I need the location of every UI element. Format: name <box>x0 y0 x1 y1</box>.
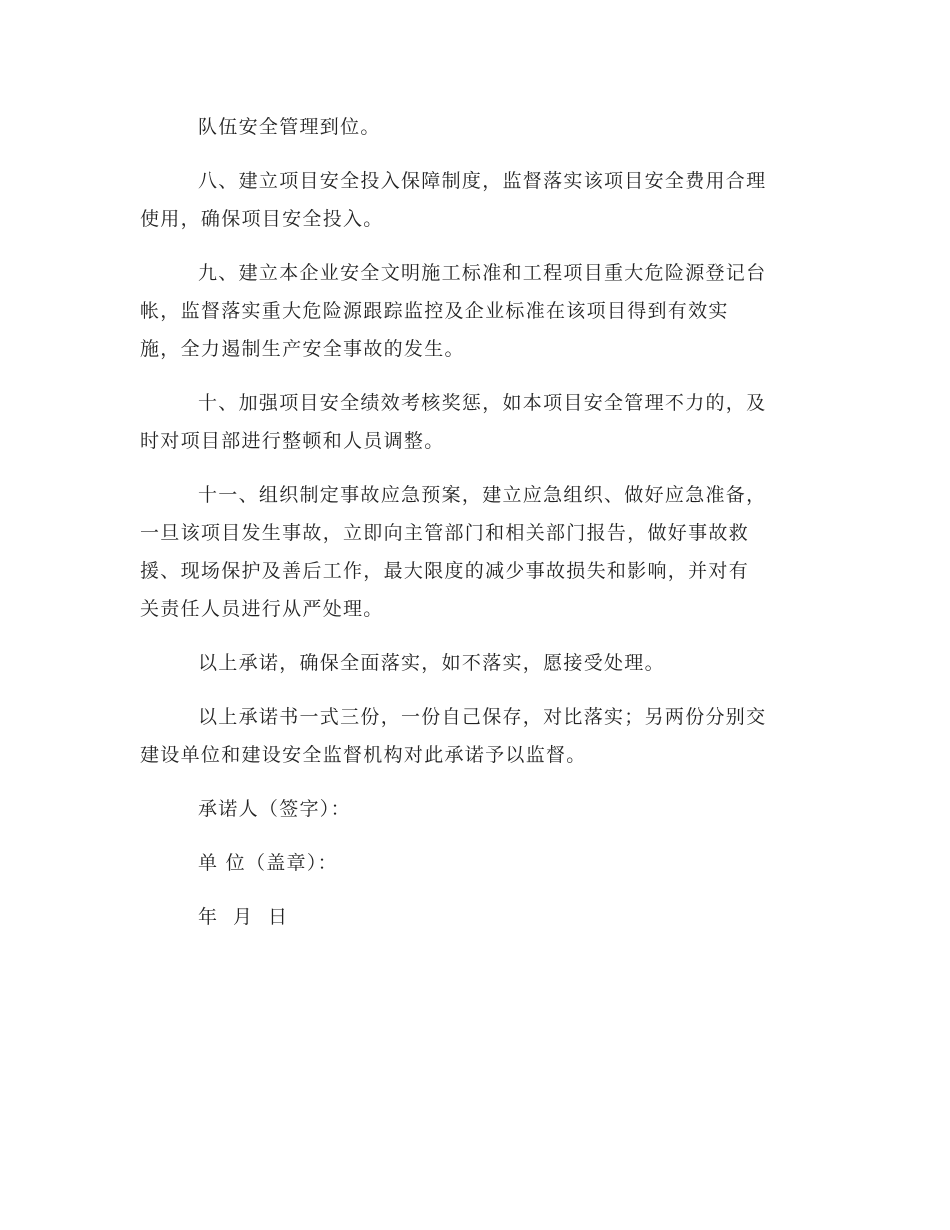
paragraph-line: 以上承诺书一式三份，一份自己保存，对比落实；另两份分别交 <box>198 706 767 728</box>
document-body <box>140 108 810 952</box>
paragraph-line: 建设单位和建设安全监督机构对此承诺予以监督。 <box>140 744 587 766</box>
paragraph-copies <box>140 698 810 774</box>
paragraph-line: 援、现场保护及善后工作，最大限度的减少事故损失和影响，并对有 <box>140 560 750 582</box>
paragraph-line: 十、加强项目安全绩效考核奖惩，如本项目安全管理不力的，及 <box>198 392 767 414</box>
paragraph-line: 时对项目部进行整顿和人员调整。 <box>140 430 445 452</box>
paragraph-line: 队伍安全管理到位。 <box>198 116 381 138</box>
paragraph-line: 八、建立项目安全投入保障制度，监督落实该项目安全费用合理 <box>198 170 767 192</box>
paragraph-commitment <box>140 644 810 682</box>
paragraph-line: 一旦该项目发生事故，立即向主管部门和相关部门报告，做好事故救 <box>140 522 750 544</box>
paragraph-line: 九、建立本企业安全文明施工标准和工程项目重大危险源登记台 <box>198 262 767 284</box>
paragraph-team-safety <box>140 108 810 146</box>
paragraph-item-9 <box>140 254 810 368</box>
paragraph-line: 以上承诺，确保全面落实，如不落实，愿接受处理。 <box>198 652 665 674</box>
paragraph-line: 关责任人员进行从严处理。 <box>140 598 384 620</box>
paragraph-item-10 <box>140 384 810 460</box>
unit-seal-label: 单 位（盖章）： <box>198 852 338 874</box>
paragraph-line: 施，全力遏制生产安全事故的发生。 <box>140 338 465 360</box>
paragraph-item-11 <box>140 476 810 628</box>
promiser-signature-label: 承诺人（签字）： <box>198 798 351 820</box>
paragraph-line: 十一、组织制定事故应急预案，建立应急组织、做好应急准备， <box>198 484 767 506</box>
paragraph-line: 帐，监督落实重大危险源跟踪监控及企业标准在该项目得到有效实 <box>140 300 729 322</box>
paragraph-line: 使用，确保项目安全投入。 <box>140 208 384 230</box>
date-label: 年 月 日 <box>198 906 289 928</box>
paragraph-item-8 <box>140 162 810 238</box>
